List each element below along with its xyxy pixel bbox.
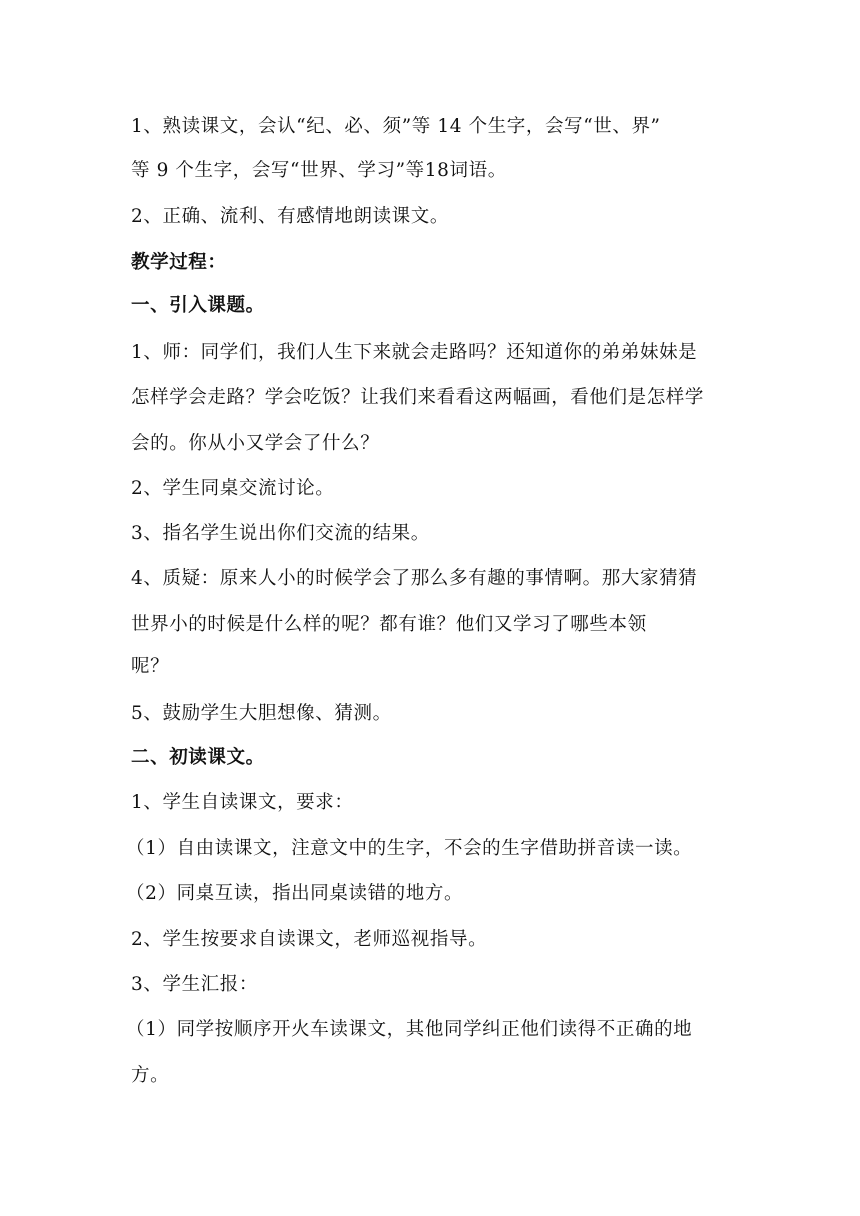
step-1-line-2: 怎样学会走路？学会吃饭？让我们来看看这两幅画，看他们是怎样学 [131,387,705,408]
step-4-line-2: 世界小的时候是什么样的呢？都有谁？他们又学习了哪些本领 [131,614,647,635]
section-heading-teaching-process: 教学过程： [131,252,227,273]
reading-step-3: 3、学生汇报： [131,974,258,995]
report-item-1-line-1: （1）同学按顺序开火车读课文，其他同学纠正他们读得不正确的地 [126,1019,693,1040]
step-3: 3、指名学生说出你们交流的结果。 [131,523,430,544]
reading-step-2: 2、学生按要求自读课文，老师巡视指导。 [131,929,488,950]
objective-2: 2、正确、流利、有感情地朗读课文。 [131,206,449,227]
step-4-line-3: 呢？ [131,656,170,677]
reading-requirement-2: （2）同桌互读，指出同桌读错的地方。 [126,883,464,904]
step-2: 2、学生同桌交流讨论。 [131,478,335,499]
step-1-line-3: 会的。你从小又学会了什么？ [131,433,380,454]
objective-1-line-2: 等 9 个生字，会写“世界、学习”等18词语。 [131,160,507,181]
objective-1-line-1: 1、熟读课文，会认“纪、必、须”等 14 个生字，会写“世、界” [131,116,661,137]
step-5: 5、鼓励学生大胆想像、猜测。 [131,703,392,724]
step-1-line-1: 1、师：同学们，我们人生下来就会走路吗？还知道你的弟弟妹妹是 [131,342,698,363]
step-4-line-1: 4、质疑：原来人小的时候学会了那么多有趣的事情啊。那大家猜猜 [131,568,698,589]
reading-requirement-1: （1）自由读课文，注意文中的生字，不会的生字借助拼音读一读。 [126,838,693,859]
section-heading-introduce-topic: 一、引入课题。 [131,295,265,316]
report-item-1-line-2: 方。 [131,1065,170,1086]
section-heading-first-reading: 二、初读课文。 [131,747,265,768]
reading-step-1: 1、学生自读课文，要求： [131,792,354,813]
